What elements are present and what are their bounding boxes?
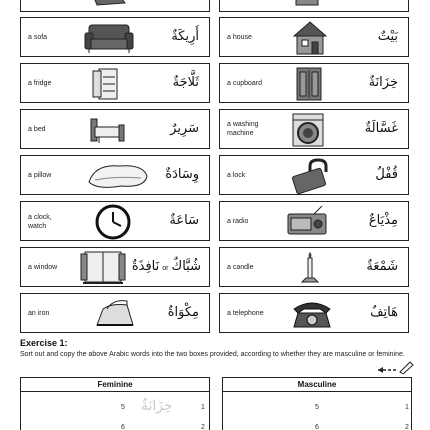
cupboard-icon	[294, 66, 324, 102]
english-word: a cupboard	[227, 80, 263, 87]
vocab-row	[219, 247, 409, 287]
radio-icon	[286, 206, 328, 238]
arabic-word: سَرِيرٌ	[170, 121, 199, 136]
arabic-word: بَيْتٌ	[377, 29, 398, 44]
fridge-icon	[91, 67, 125, 101]
vocab-row	[219, 63, 409, 103]
sofa-icon	[83, 21, 137, 55]
arabic-word: أَرِيكَةٌ	[171, 29, 199, 44]
english-word: a candle	[227, 264, 254, 271]
masculine-box	[222, 377, 412, 430]
vocab-row	[219, 155, 409, 195]
vocab-row	[20, 109, 210, 149]
washing-machine-icon	[290, 112, 326, 148]
english-word: a radio	[227, 218, 249, 225]
english-word: a bed	[28, 126, 46, 133]
vocab-row	[219, 17, 409, 57]
pen-writing-icon	[378, 360, 414, 374]
feminine-example-word: خِزَانَةٌ	[141, 398, 173, 414]
answer-number: 1	[201, 404, 205, 411]
masculine-heading: Masculine	[223, 378, 411, 392]
vocab-row	[20, 17, 210, 57]
answer-number: 2	[201, 424, 205, 430]
house-icon	[292, 20, 328, 56]
arabic-word: خِزَانَةٌ	[368, 75, 398, 90]
arabic-word: قُفْلٌ	[375, 167, 398, 182]
answer-number: 6	[121, 424, 125, 430]
arabic-word: شَمْعَةٌ	[366, 259, 398, 274]
exercise-title: Exercise 1:	[20, 338, 68, 348]
answer-number: 2	[405, 424, 409, 430]
feminine-heading: Feminine	[21, 378, 209, 392]
vocab-row	[219, 201, 409, 241]
vocab-row	[219, 293, 409, 333]
house-partial-icon	[292, 0, 322, 9]
english-word: an iron	[28, 310, 50, 317]
bed-icon	[87, 113, 127, 147]
sofa-partial-icon	[89, 0, 129, 9]
english-word: a washing machine	[227, 121, 259, 137]
clock-icon	[95, 204, 131, 240]
arabic-word: مِكْوَاةٌ	[167, 305, 199, 320]
arabic-word: غَسَّالَةٌ	[364, 121, 398, 136]
arabic-word-pair	[132, 259, 201, 274]
answer-number: 5	[315, 404, 319, 411]
vocab-row	[219, 109, 409, 149]
english-word: a fridge	[28, 80, 52, 87]
lock-icon	[290, 158, 330, 194]
candle-icon	[300, 250, 320, 286]
telephone-icon	[290, 297, 334, 331]
english-word: a house	[227, 34, 252, 41]
english-word: a lock	[227, 172, 246, 179]
exercise-instructions: Sort out and copy the above Arabic words into the two boxes provided, according to whether they are masculine or feminine.	[20, 351, 405, 358]
answer-number: 1	[405, 404, 409, 411]
arabic-word: سَاعَةٌ	[169, 213, 199, 228]
window-icon	[79, 250, 127, 286]
vocab-row-partial	[219, 0, 409, 12]
pillow-icon	[85, 160, 151, 192]
arabic-word-alt: نَافِذَةٌ	[131, 259, 160, 274]
arabic-word: مِذْيَاعٌ	[368, 213, 398, 228]
answer-number: 5	[121, 404, 125, 411]
english-word: a pillow	[28, 172, 52, 179]
vocab-row	[20, 63, 210, 103]
arabic-word: وِسَادَةٌ	[165, 167, 199, 182]
iron-icon	[93, 297, 137, 331]
vocab-row	[20, 293, 210, 333]
arabic-word: شُبَّاكٌ	[171, 259, 201, 274]
arabic-word: ثَلَّاجَةٌ	[172, 75, 199, 90]
vocab-row-partial	[20, 0, 210, 12]
vocab-row	[20, 155, 210, 195]
vocab-row	[20, 201, 210, 241]
arabic-word: هَاتِفٌ	[370, 305, 398, 320]
vocab-row	[20, 247, 210, 287]
english-word: a clock, watch	[28, 214, 52, 230]
or-label: or	[162, 265, 169, 272]
english-word: a sofa	[28, 34, 48, 41]
english-word: a window	[28, 264, 58, 271]
feminine-box	[20, 377, 210, 430]
english-word: a telephone	[227, 310, 264, 317]
answer-number: 6	[315, 424, 319, 430]
